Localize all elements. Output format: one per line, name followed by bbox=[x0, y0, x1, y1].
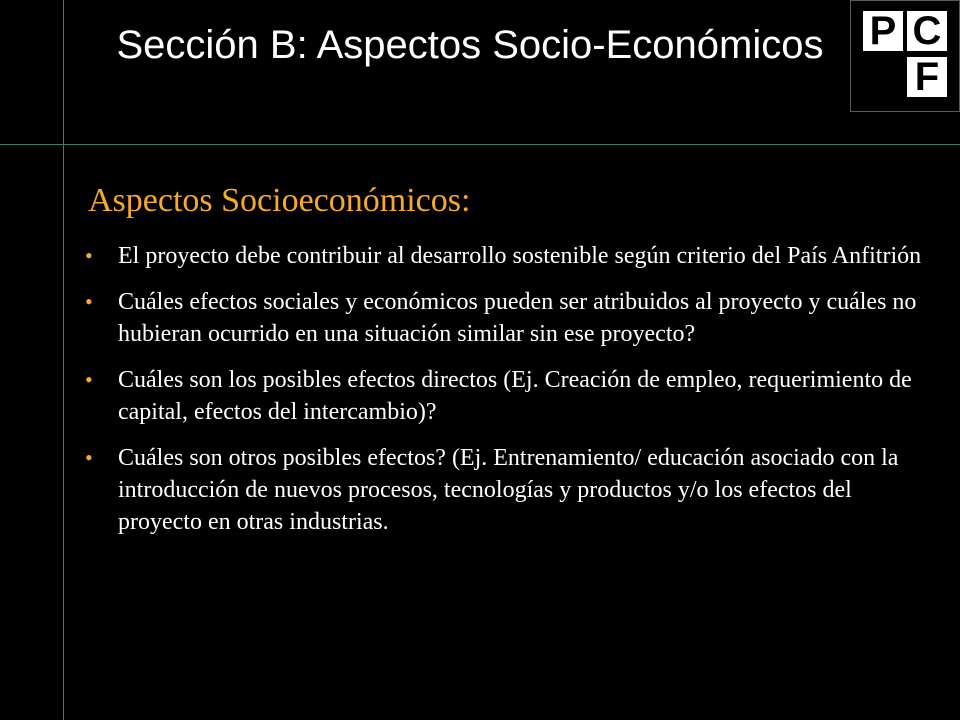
logo-letter-p: P bbox=[863, 11, 903, 51]
logo-letter-f: F bbox=[907, 57, 947, 97]
bullet-icon: • bbox=[85, 367, 93, 392]
slide-title: Sección B: Aspectos Socio-Económicos bbox=[116, 23, 824, 67]
bullet-item bbox=[83, 286, 923, 350]
pcf-logo bbox=[850, 0, 960, 112]
bullet-icon: • bbox=[85, 445, 93, 470]
bullet-text: Cuáles efectos sociales y económicos pueden ser atribuidos al proyecto y cuáles no hubieran ocurrido en una situación similar sin ese proyecto? bbox=[118, 289, 917, 347]
bullet-item bbox=[83, 442, 923, 538]
bullet-icon: • bbox=[85, 243, 93, 268]
bullet-text: El proyecto debe contribuir al desarrollo sostenible según criterio del País Anfitrión bbox=[118, 243, 922, 269]
bullet-text: Cuáles son los posibles efectos directos (Ej. Creación de empleo, requerimiento de capital, efectos del intercambio)? bbox=[118, 367, 912, 425]
bullet-item bbox=[83, 364, 923, 428]
vertical-rule bbox=[63, 0, 64, 720]
bullet-text: Cuáles son otros posibles efectos? (Ej. Entrenamiento/ educación asociado con la introducción de nuevos procesos, tecnologías y productos y/o los efectos del proyecto en otras industrias. bbox=[118, 445, 899, 535]
bullet-item bbox=[83, 240, 923, 272]
horizontal-rule bbox=[0, 144, 960, 145]
section-subtitle: Aspectos Socioeconómicos: bbox=[88, 182, 471, 219]
logo-letter-c: C bbox=[907, 11, 947, 51]
bullet-icon: • bbox=[85, 289, 93, 314]
bullet-list bbox=[83, 240, 923, 552]
